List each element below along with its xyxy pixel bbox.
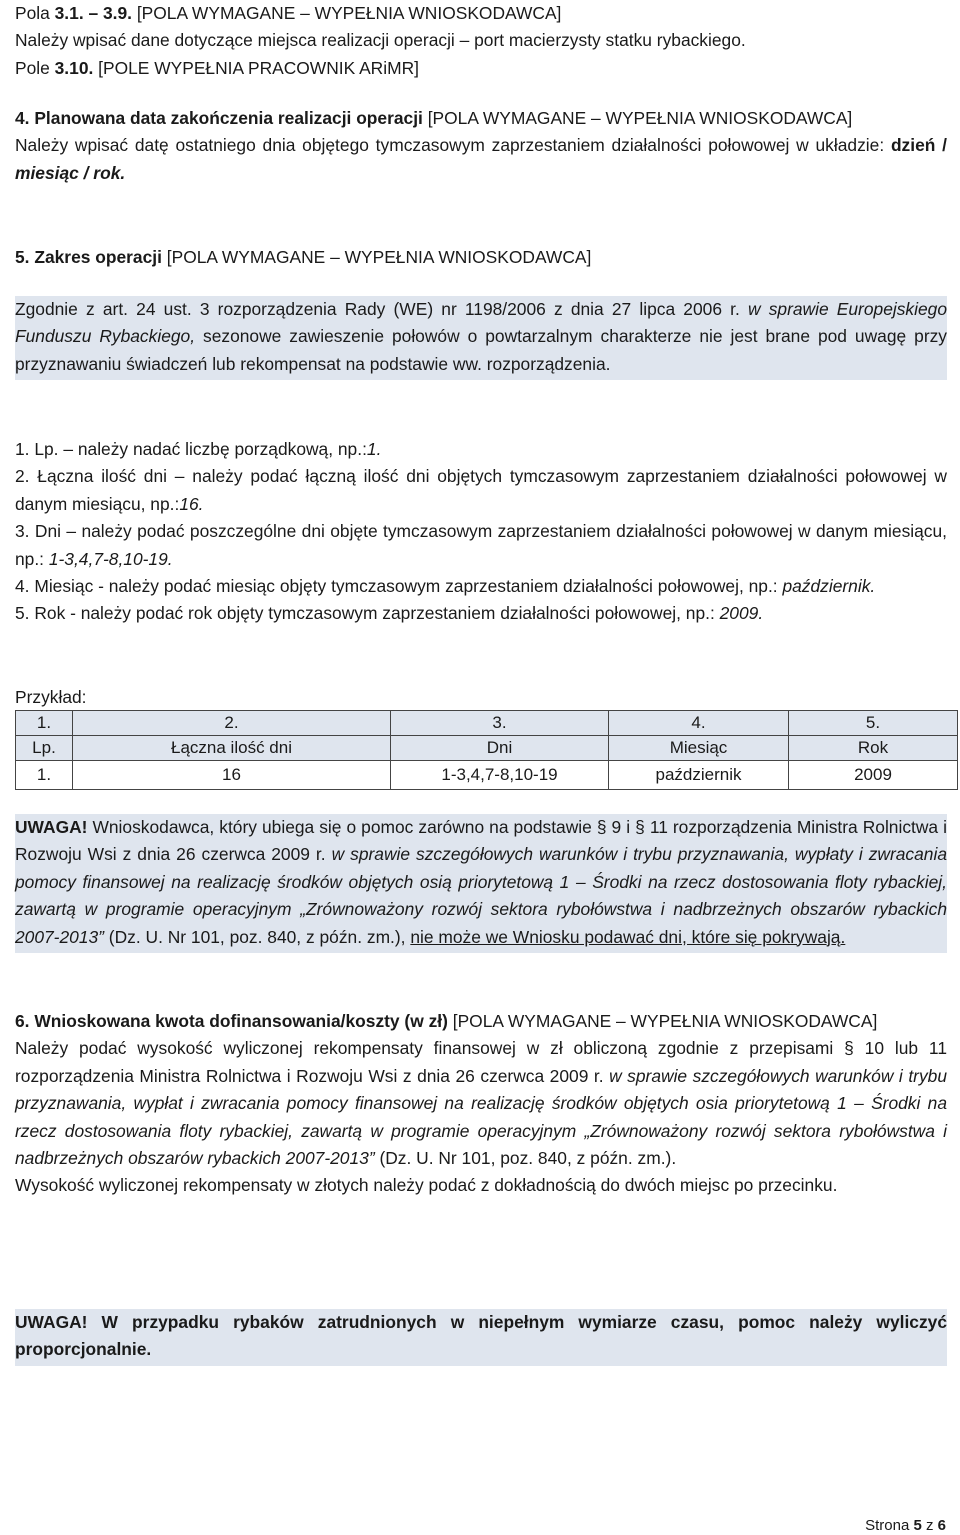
section-5 — [15, 244, 947, 271]
table-cell: 1. — [16, 711, 73, 736]
table-cell: 16 — [73, 761, 391, 790]
table-cell: 3. — [391, 711, 609, 736]
example-label: Przykład: — [15, 687, 87, 707]
fields-3-section — [15, 0, 947, 82]
section-6-precision-note: Wysokość wyliczonej rekompensaty w złotych należy podać z dokładnością do dwóch miejsc po przecinku. — [15, 1175, 838, 1196]
section-5-note-text: Zgodnie z art. 24 ust. 3 rozporządzenia Rady (WE) nr 1198/2006 z dnia 27 lipca 2006 r. w sprawie Europejskiego Funduszu Rybackiego, sezonowe zawieszenie połowów o powtarzalnym charakterze nie jest brane pod uwagę przy przyznawaniu świadczeń lub rekompensat na podstawie ww. rozporządzenia. — [15, 299, 948, 374]
list-item: 5. Rok - należy podać rok objęty tymczasowym zaprzestaniem działalności połowowej, np.: 2009. — [15, 603, 764, 624]
table-cell: 1-3,4,7-8,10-19 — [391, 761, 609, 790]
table-row-headers — [16, 736, 958, 761]
section-6-instruction: Należy podać wysokość wyliczonej rekompensaty finansowej w zł obliczoną zgodnie z przepisami § 10 lub 11 rozporządzenia Ministra Rolnictwa i Rozwoju Wsi z dnia 26 czerwca 2009 r. w sprawie szczegółowych warunków i trybu przyznawania, wypłat i zwracania pomocy finansowej na realizację środków objętych osia priorytetową 1 – Środki na rzecz dostosowania floty rybackiej, zawartą w programie operacyjnym „Zrównoważony rozwój sektora rybołówstwa i nadbrzeżnych obszarów rybackich 2007-2013” (Dz. U. Nr 101, poz. 840, z późn. zm.). — [15, 1038, 947, 1169]
table-cell: Miesiąc — [609, 736, 789, 761]
table-cell: 2. — [73, 711, 391, 736]
section-4-heading: 4. Planowana data zakończenia realizacji operacji [POLA WYMAGANE – WYPEŁNIA WNIOSKODAWCA] — [15, 108, 853, 128]
section-5-note — [15, 296, 947, 380]
list-item: 1. Lp. – należy nadać liczbę porządkową, np.:1. — [15, 439, 382, 459]
table-cell: Dni — [391, 736, 609, 761]
warning-note-part-time — [15, 1309, 947, 1366]
warning-note-text: UWAGA! W przypadku rybaków zatrudnionych w niepełnym wymiarze czasu, pomoc należy wyliczyć proporcjonalnie. — [15, 1312, 947, 1360]
warning-note-text: UWAGA! Wnioskodawca, który ubiega się o pomoc zarówno na podstawie § 9 i § 11 rozporządzenia Ministra Rolnictwa i Rozwoju Wsi z dnia 26 czerwca 2009 r. w sprawie szczegółowych warunków i trybu przyznawania, wypłaty i zwracania pomocy finansowej na realizację środków objętych osią priorytetową 1 – Środki na rzecz dostosowania floty rybackiej, zawartą w programie operacyjnym „Zrównoważony rozwój sektora rybołówstwa i nadbrzeżnych obszarów rybackich 2007-2013” (Dz. U. Nr 101, poz. 840, z późn. zm.), nie może we Wniosku podawać dni, które się pokrywają. — [15, 817, 948, 947]
table-cell: Rok — [789, 736, 958, 761]
table-row-numbers — [16, 711, 958, 736]
table-cell: Lp. — [16, 736, 73, 761]
table-cell: październik — [609, 761, 789, 790]
column-instructions — [15, 436, 947, 628]
list-item: 3. Dni – należy podać poszczególne dni objęte tymczasowym zaprzestaniem działalności połowowej w danym miesiącu, np.: 1-3,4,7-8,10-19. — [15, 521, 947, 569]
warning-note-overlapping-days — [15, 814, 947, 953]
section-4-instruction: Należy wpisać datę ostatniego dnia objętego tymczasowym zaprzestaniem działalności połowowej w układzie: dzień / miesiąc / rok. — [15, 135, 947, 183]
fields-3-1-3-9-instruction: Należy wpisać dane dotyczące miejsca realizacji operacji – port macierzysty statku rybackiego. — [15, 30, 746, 51]
field-3-10-heading: Pole 3.10. [POLE WYPEŁNIA PRACOWNIK ARiMR] — [15, 57, 419, 78]
table-cell: 4. — [609, 711, 789, 736]
list-item: 2. Łączna ilość dni – należy podać łączną ilość dni objętych tymczasowym zaprzestaniem działalności połowowej w danym miesiącu, np.:16. — [15, 466, 947, 514]
section-6 — [15, 1008, 947, 1200]
section-6-heading: 6. Wnioskowana kwota dofinansowania/koszty (w zł) [POLA WYMAGANE – WYPEŁNIA WNIOSKODAWCA] — [15, 1011, 878, 1031]
table-cell: Łączna ilość dni — [73, 736, 391, 761]
section-4 — [15, 105, 947, 187]
example-table — [15, 710, 958, 790]
table-row — [16, 761, 958, 790]
fields-3-1-3-9-heading: Pola 3.1. – 3.9. [POLA WYMAGANE – WYPEŁNIA WNIOSKODAWCA] — [15, 3, 562, 23]
table-cell: 2009 — [789, 761, 958, 790]
list-item: 4. Miesiąc - należy podać miesiąc objęty tymczasowym zaprzestaniem działalności połowowej, np.: październik. — [15, 576, 876, 597]
page-number: Strona 5 z 6 — [865, 1517, 946, 1534]
table-cell: 5. — [789, 711, 958, 736]
table-cell: 1. — [16, 761, 73, 790]
section-5-heading: 5. Zakres operacji [POLA WYMAGANE – WYPEŁNIA WNIOSKODAWCA] — [15, 247, 592, 267]
